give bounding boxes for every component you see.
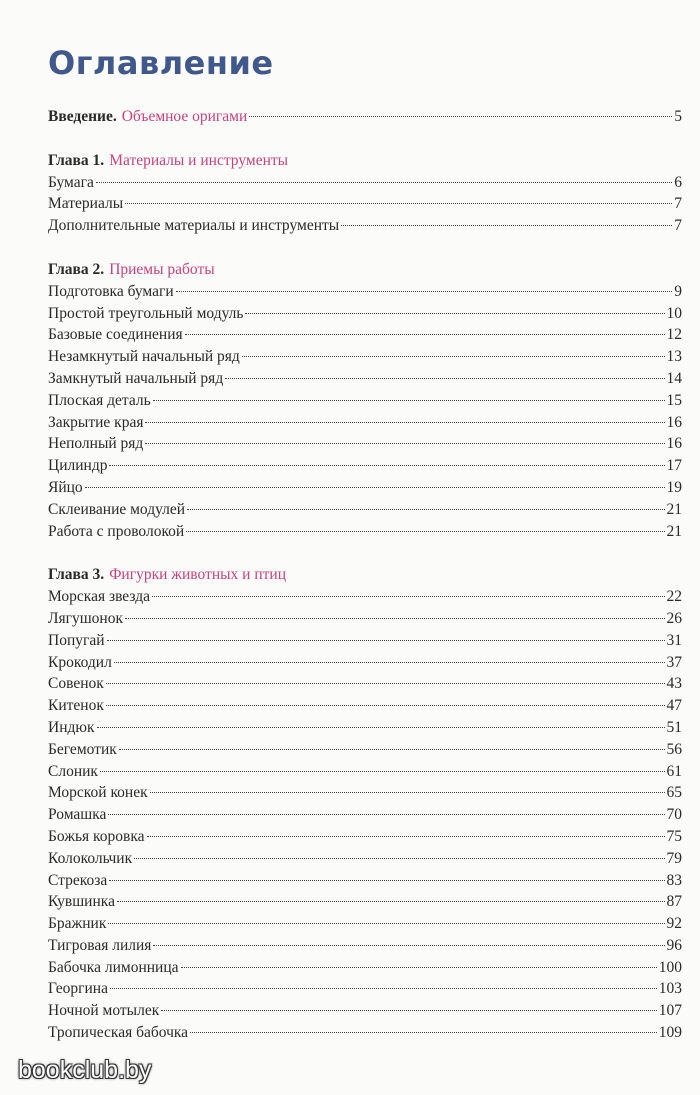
dot-leader [185,334,665,335]
dot-leader [106,705,665,706]
toc-entry [48,870,682,892]
toc-entry-page: 79 [666,849,682,867]
table-of-contents [48,106,682,1044]
toc-entry-title: Материалы [48,195,124,213]
toc-entry-page: 43 [666,675,682,693]
toc-entry [48,412,682,434]
dot-leader [108,814,664,815]
toc-entry [48,891,682,913]
chapters-list [48,128,682,1044]
toc-entry-title: Ромашка [48,806,107,824]
section-gap [48,128,682,150]
toc-entry [48,193,682,215]
dot-leader [114,662,665,663]
dot-leader [242,356,665,357]
toc-entry [48,433,682,455]
toc-entry [48,281,682,303]
dot-leader [153,400,665,401]
toc-entry-page: 75 [666,827,682,845]
dot-leader [187,509,664,510]
toc-entry-title: Простой треугольный модуль [48,304,244,322]
toc-entry-page: 21 [666,500,682,518]
intro-page: 5 [674,108,682,125]
dot-leader [153,945,664,946]
toc-entry-page: 7 [674,217,682,235]
toc-entry-page: 31 [666,631,682,649]
chapter-title: Приемы работы [109,260,215,278]
toc-entry-title: Совенок [48,675,104,693]
dot-leader [225,378,664,379]
dot-leader [110,988,657,989]
toc-entry [48,608,682,630]
toc-entry-title: Неполный ряд [48,435,144,453]
toc-entry-title: Тропическая бабочка [48,1024,189,1042]
toc-entry-page: 65 [666,784,682,802]
dot-leader [109,465,664,466]
toc-entry [48,324,682,346]
page-title: Оглавление [48,44,274,82]
toc-entry-title: Бумага [48,173,94,191]
toc-entry-title: Стрекоза [48,871,108,889]
toc-entry-title: Закрытие края [48,413,144,431]
toc-entry-page: 16 [666,435,682,453]
toc-entry-page: 19 [666,478,682,496]
intro-title: Объемное оригами [121,108,248,125]
toc-entry-title: Бабочка лимонница [48,958,179,976]
dot-leader [176,291,673,292]
toc-entry-page: 100 [658,958,682,976]
toc-entry [48,761,682,783]
toc-entry-page: 96 [666,936,682,954]
toc-entry-page: 9 [674,282,682,300]
toc-entry-title: Базовые соединения [48,326,183,344]
toc-entry-page: 12 [666,326,682,344]
toc-entry [48,368,682,390]
toc-entry-page: 21 [666,522,682,540]
toc-entry [48,215,682,237]
chapter-title: Фигурки животных и птиц [109,566,286,584]
dot-leader [134,858,664,859]
chapter-heading [48,564,682,586]
toc-entry-page: 7 [674,195,682,213]
chapter-prefix: Глава 2. [48,260,105,278]
toc-entry-page: 16 [666,413,682,431]
toc-entry-page: 47 [666,697,682,715]
toc-entry-page: 17 [666,457,682,475]
toc-entry-page: 37 [666,653,682,671]
toc-entry-title: Цилиндр [48,457,108,475]
toc-entry-title: Яйцо [48,478,83,496]
dot-leader [119,749,665,750]
toc-entry-page: 56 [666,740,682,758]
toc-entry-page: 92 [666,915,682,933]
toc-entry-title: Подготовка бумаги [48,282,174,300]
intro-prefix: Введение. [48,108,117,125]
toc-entry-page: 87 [666,893,682,911]
toc-entry-title: Попугай [48,631,105,649]
toc-entry-title: Бражник [48,915,107,933]
toc-entry-title: Китенок [48,697,104,715]
toc-entry-page: 14 [666,369,682,387]
toc-entry [48,848,682,870]
toc-entry [48,826,682,848]
chapter-title: Материалы и инструменты [109,151,289,169]
toc-entry-title: Божья коровка [48,827,145,845]
toc-entry [48,717,682,739]
toc-entry [48,1022,682,1044]
toc-entry-page: 51 [666,718,682,736]
toc-entry [48,935,682,957]
toc-entry [48,390,682,412]
toc-entry-title: Георгина [48,980,108,998]
dot-leader [186,531,664,532]
dot-leader [125,618,664,619]
watermark-logo: bookclub.by [18,1056,152,1084]
dot-leader [249,116,672,117]
dot-leader [125,203,672,204]
dot-leader [117,901,665,902]
section-gap [48,542,682,564]
toc-entry [48,586,682,608]
toc-entry [48,303,682,325]
toc-entry-title: Морской конек [48,784,148,802]
dot-leader [108,923,664,924]
dot-leader [147,836,665,837]
toc-entry-page: 61 [666,762,682,780]
toc-entry-title: Слоник [48,762,98,780]
toc-entry-page: 26 [666,609,682,627]
dot-leader [100,771,665,772]
toc-entry-title: Колокольчик [48,849,133,867]
dot-leader [145,422,664,423]
toc-entry-page: 70 [666,806,682,824]
toc-entry-page: 22 [666,588,682,606]
toc-entry-title: Плоская деталь [48,391,151,409]
chapter-3 [48,564,682,1044]
dot-leader [341,225,672,226]
dot-leader [97,727,665,728]
dot-leader [85,487,665,488]
toc-entry-title: Кувшинка [48,893,115,911]
toc-entry-title: Работа с проволокой [48,522,185,540]
chapter-heading [48,259,682,281]
dot-leader [106,683,665,684]
toc-entry-intro [48,106,682,128]
toc-entry-title: Бегемотик [48,740,117,758]
chapter-1 [48,150,682,237]
dot-leader [145,443,664,444]
toc-entry-page: 6 [674,173,682,191]
toc-entry [48,499,682,521]
toc-entry-page: 13 [666,348,682,366]
toc-entry-title: Лягушонок [48,609,124,627]
toc-entry-page: 15 [666,391,682,409]
dot-leader [190,1032,657,1033]
dot-leader [150,792,665,793]
toc-entry [48,652,682,674]
chapter-prefix: Глава 3. [48,566,105,584]
toc-entry-page: 107 [658,1002,682,1020]
toc-entry [48,695,682,717]
toc-entry [48,630,682,652]
toc-entry [48,455,682,477]
toc-entry [48,913,682,935]
toc-entry [48,739,682,761]
toc-entry-title: Незамкнутый начальный ряд [48,348,240,366]
chapter-prefix: Глава 1. [48,151,105,169]
toc-entry [48,1000,682,1022]
toc-entry-title: Индюк [48,718,95,736]
toc-entry-title: Ночной мотылек [48,1002,160,1020]
dot-leader [161,1010,657,1011]
section-gap [48,237,682,259]
toc-entry [48,477,682,499]
dot-leader [96,182,672,183]
toc-entry [48,346,682,368]
chapter-heading [48,150,682,172]
dot-leader [245,313,664,314]
toc-entry [48,782,682,804]
toc-entry [48,804,682,826]
toc-entry [48,673,682,695]
toc-entry-page: 109 [658,1024,682,1042]
toc-entry-title: Дополнительные материалы и инструменты [48,217,340,235]
toc-entry-title: Склеивание модулей [48,500,186,518]
toc-entry-page: 103 [658,980,682,998]
chapter-2 [48,259,682,542]
toc-entry [48,978,682,1000]
dot-leader [152,596,665,597]
toc-entry [48,521,682,543]
toc-entry-title: Морская звезда [48,588,150,606]
toc-entry [48,172,682,194]
dot-leader [181,967,657,968]
toc-entry-title: Замкнутый начальный ряд [48,369,224,387]
toc-entry-page: 83 [666,871,682,889]
toc-entry [48,957,682,979]
toc-entry-title: Тигровая лилия [48,936,152,954]
dot-leader [109,880,664,881]
toc-entry-title: Крокодил [48,653,112,671]
toc-entry-page: 10 [666,304,682,322]
dot-leader [107,640,665,641]
